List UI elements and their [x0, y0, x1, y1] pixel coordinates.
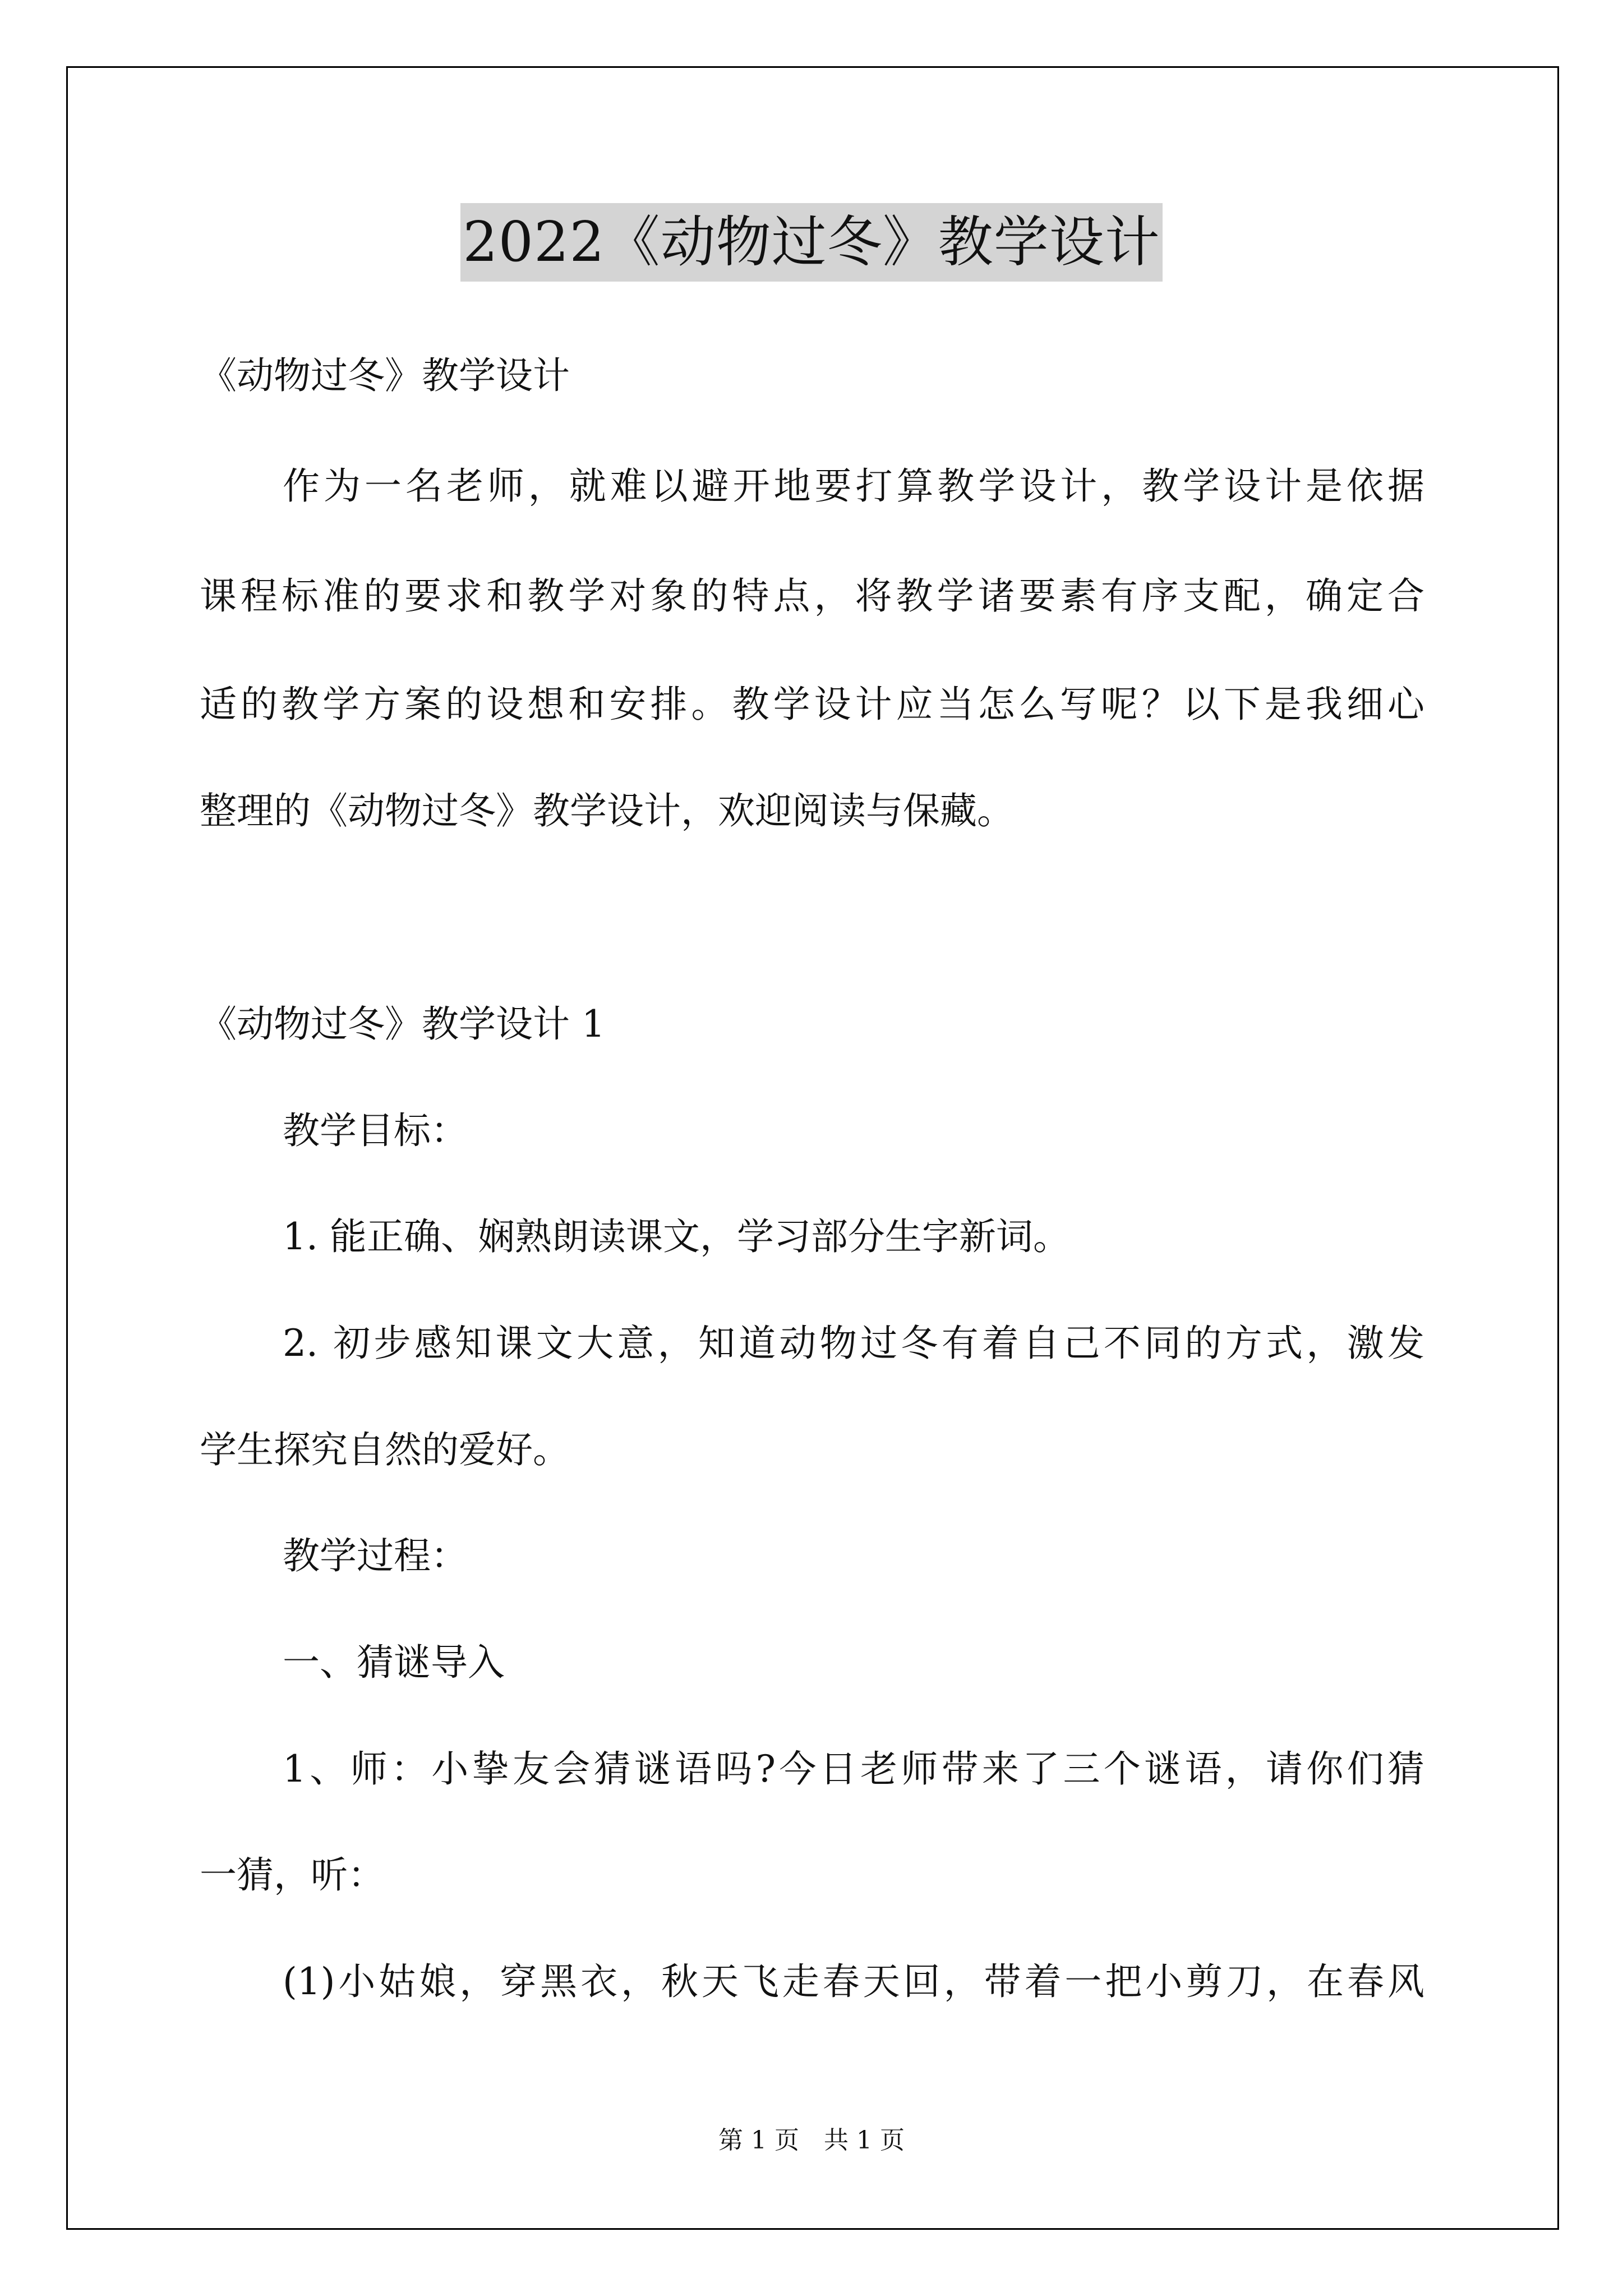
- title-container: [0, 203, 1623, 282]
- goal-2-line-1: 2. 初步感知课文大意，知道动物过冬有着自己不同的方式，激发: [283, 1322, 1424, 1365]
- page-number: 第 1 页 共 1 页: [718, 2126, 905, 2155]
- intro-line-1: 作为一名老师，就难以避开地要打算教学设计，教学设计是依据: [283, 464, 1424, 508]
- intro-line-4: 整理的《动物过冬》教学设计，欢迎阅读与保藏。: [200, 789, 1014, 832]
- goals-label: 教学目标：: [283, 1109, 468, 1152]
- goal-2-line-2: 学生探究自然的爱好。: [200, 1428, 570, 1471]
- step-1-line-2: 一猜，听：: [200, 1853, 385, 1897]
- section-heading: 《动物过冬》教学设计 1: [200, 1002, 605, 1046]
- process-label: 教学过程：: [283, 1534, 468, 1577]
- riddle-1: (1)小姑娘，穿黑衣，秋天飞走春天回，带着一把小剪刀，在春风: [283, 1960, 1424, 2003]
- step-1-line-1: 1、师：小挚友会猜谜语吗?今日老师带来了三个谜语，请你们猜: [283, 1747, 1424, 1791]
- step-1-heading: 一、猜谜导入: [283, 1641, 505, 1684]
- intro-line-3: 适的教学方案的设想和安排。教学设计应当怎么写呢？以下是我细心: [200, 683, 1424, 726]
- goal-1: 1. 能正确、娴熟朗读课文，学习部分生字新词。: [283, 1215, 1070, 1258]
- document-subtitle: 《动物过冬》教学设计: [200, 354, 570, 397]
- document-title: 2022《动物过冬》教学设计: [460, 203, 1162, 282]
- intro-line-2: 课程标准的要求和教学对象的特点，将教学诸要素有序支配，确定合: [200, 574, 1424, 618]
